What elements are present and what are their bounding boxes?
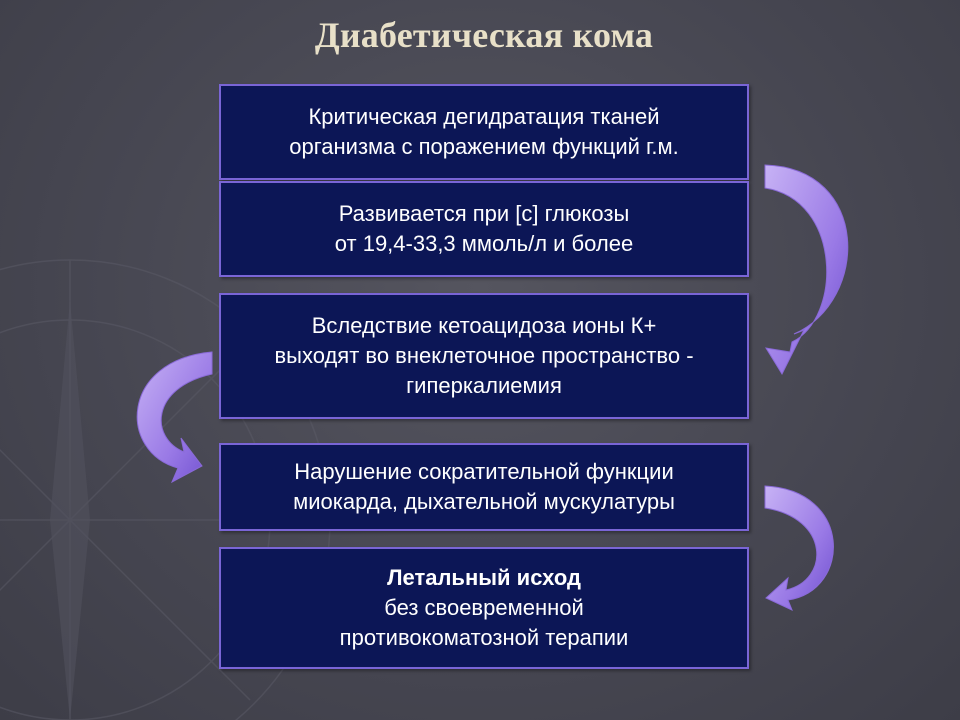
box-lethal-outcome [219, 547, 749, 669]
curved-arrow-icon [765, 486, 833, 610]
box-line: Развивается при [с] глюкозы [338, 201, 630, 226]
box-line: гиперкалиемия [406, 373, 562, 398]
curved-arrow-icon [137, 352, 212, 482]
box-line: от 19,4-33,3 ммоль/л и более [334, 231, 634, 256]
box-hyperkalemia [219, 293, 749, 419]
box-line: Нарушение сократительной функции [294, 459, 674, 484]
box-glucose-level [219, 181, 749, 277]
slide-title: Диабетическая кома [314, 15, 654, 55]
box-dehydration [219, 84, 749, 180]
box-line: организма с поражением функций г.м. [289, 134, 679, 159]
box-myocardium-dysfunction [219, 443, 749, 531]
box-line: противокоматозной терапии [339, 625, 629, 650]
box-heading: Летальный исход [387, 565, 581, 590]
box-line: Вследствие кетоацидоза ионы К+ [311, 313, 657, 338]
curved-arrow-icon [765, 165, 848, 374]
box-line: без своевременной [384, 595, 584, 620]
box-line: выходят во внеклеточное пространство - [274, 343, 694, 368]
box-line: Критическая дегидратация тканей [308, 104, 660, 129]
box-line: миокарда, дыхательной мускулатуры [293, 489, 675, 514]
